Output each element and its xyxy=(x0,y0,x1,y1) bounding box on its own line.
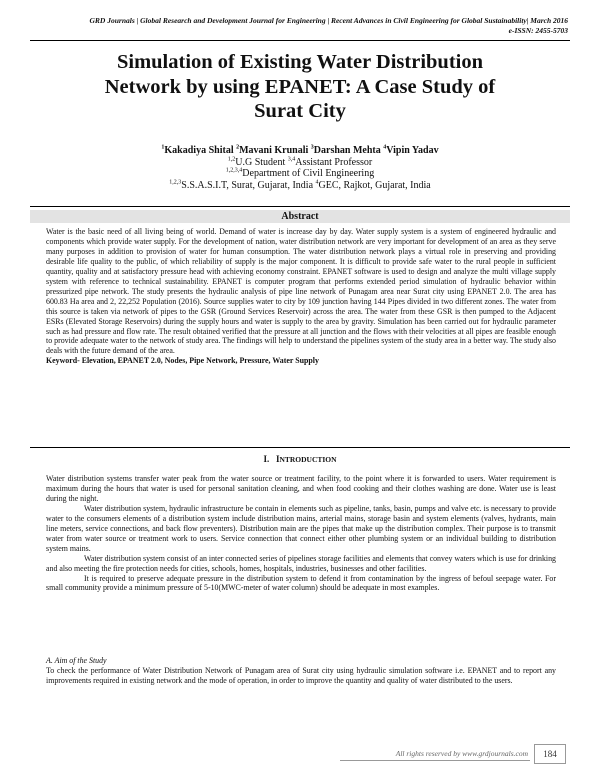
section-first-letter: I xyxy=(275,454,280,464)
abstract-top-rule xyxy=(30,206,570,207)
affiliation-1-sup: 1,2,3 xyxy=(169,179,182,186)
author-names xyxy=(30,145,570,157)
title-line-2: Network by using EPANET: A Case Study of xyxy=(104,75,496,98)
abstract-heading: Abstract xyxy=(30,210,570,223)
intro-paragraph-1: Water distribution systems transfer water peak from the water source or treatment facility, to the point where it is forwarded to users. Water requirement is maximum during the hours that water is used for personal sanitation cleaning, and when food cooking and their clothes washing are done. Water use is least during the night. xyxy=(46,474,556,503)
author-3: Darshan Mehta xyxy=(313,145,384,156)
role-2-sup: 3,4 xyxy=(287,156,296,163)
abstract-text: Water is the basic need of all living being of world. Demand of water is increase day by day. Water supply system is a system of engineered hydraulic and components which provide water supply. For the development of nation, water distribution network are very important for development of an area as they serve many purposes in addition to provision of water for human consumption. The water distribution network plays a virtual role in preserving and providing desirable life quality to the public, of which reliability of supply is the major component. It is difficult to provide safe water to the rural people in sufficient quantity, quality and at satisfactory pressure head with achieving economy constraint. EPANET software is used to design and analyze the multi village supply system with reference to technical sustainability. EPANET is computer program that performs extended period simulation of hydraulic behavior within pressurized pipe network. The study presents the hydraulic analysis of pipe line network of Punagam area near Surat city using EPANET 2.0. The area has 600.83 Ha area and 2, 22,252 Population (2016). Source supplies water to city by 109 junction having 144 Pipes divided in two different zones. The water from this source is taken via network of pipes to the GSR (Ground Services Reservoir) across the area. The water from these GSR is then pumped to the Adjacent ESRs (Elevated Storage Reservoirs) during the supply hours and water is supply to the area by gravity. Simulation has been carried out for hydraulic parameter such as had pressure and flow rate. The result obtained verified that the pressure at all junction and the flows with their velocities at all pipes are feasible enough to provide adequate water to the network of study area. The findings will help to understand the pipelines system of the study area in a better way. The study also deals with the future demand of the area. xyxy=(46,227,556,356)
paper-title xyxy=(30,50,570,124)
running-header xyxy=(0,16,568,36)
author-1: Kakadiya Shital xyxy=(164,145,237,156)
header-rule xyxy=(30,40,570,41)
affiliation-1: S.S.A.S.I.T, Surat, Gujarat, India xyxy=(181,179,316,191)
author-department xyxy=(30,168,570,180)
affiliation-2-sup: 4 xyxy=(315,179,319,186)
issn: e-ISSN: 2455-5703 xyxy=(508,26,568,35)
intro-paragraph-2: Water distribution system, hydraulic infrastructure be contain in elements such as pipeline, tanks, basin, pumps and valve etc. is necessary to provide water to the consumers elements of a distribution system include distribution mains, arterial mains, storage basin and system elements (valves, hydrants, main line meters, service connections, and back flow preventers). Distribution main are the pipes that make up the distribution complex. Their purpose is to transmit water from water source or treatment work to users. Service connection that connect either other plumbing system or an individual building to distribution system mains. xyxy=(46,503,556,553)
author-2-sup: 2 xyxy=(236,144,240,151)
subsection-aim-text: To check the performance of Water Distribution Network of Punagam area of Surat city using hydraulic simulation software i.e. EPANET and to report any improvements required in existing network and the mode of operation, in order to improve the quantity and quality of water distributed to the users. xyxy=(46,666,556,685)
intro-paragraph-3: Water distribution system consist of an inter connected series of pipelines storage facilities and elements that convey waters which is use for drinking and also meeting the fire protection needs for cities, schools, homes, hospitals, industries, businesses and other facilities. xyxy=(46,553,556,573)
role-1: U.G Student xyxy=(235,156,288,168)
subsection-heading-aim: A. Aim of the Study xyxy=(46,656,107,665)
abstract-body xyxy=(46,227,556,366)
department-sup: 1,2,3,4 xyxy=(225,167,243,174)
title-line-1: Simulation of Existing Water Distribution xyxy=(116,51,484,73)
footer-site-link[interactable]: www.grdjournals.com xyxy=(462,749,528,758)
section-heading-introduction xyxy=(30,454,570,465)
footer-rights-prefix: All rights reserved by xyxy=(395,749,463,758)
author-4: Vipin Yadav xyxy=(386,145,439,156)
introduction-body xyxy=(46,474,556,593)
author-1-sup: 1 xyxy=(161,144,165,151)
page-number: 184 xyxy=(534,744,566,764)
author-roles xyxy=(30,157,570,169)
intro-paragraph-4: It is required to preserve adequate pressure in the distribution system to defend it from contamination by the ingress of befoul seepage water. For small community provide a minimum pressure of 5-10(MWC-meter of water column) should be adequate in most examples. xyxy=(46,573,556,593)
abstract-bottom-rule xyxy=(30,447,570,448)
author-affiliations xyxy=(30,180,570,192)
author-block xyxy=(30,145,570,191)
author-3-sup: 3 xyxy=(310,144,314,151)
author-4-sup: 4 xyxy=(383,144,387,151)
footer-rule xyxy=(340,760,530,761)
title-line-3: Surat City xyxy=(254,100,346,122)
role-2: Assistant Professor xyxy=(295,156,373,168)
section-number: I. xyxy=(263,454,270,464)
department: Department of Civil Engineering xyxy=(242,168,375,179)
journal-line: GRD Journals | Global Research and Development Journal for Engineering | Recent Advances in Civil Engineering for Global Sustainability| March 2016 xyxy=(89,16,568,25)
author-2: Mavani Krunali xyxy=(239,145,311,156)
keywords: Keyword- Elevation, EPANET 2.0, Nodes, Pipe Network, Pressure, Water Supply xyxy=(46,356,319,366)
role-1-sup: 1,2 xyxy=(227,156,236,163)
section-title-rest: NTRODUCTION xyxy=(279,455,337,464)
footer-rights xyxy=(0,749,528,759)
affiliation-2: GEC, Rajkot, Gujarat, India xyxy=(318,179,431,191)
